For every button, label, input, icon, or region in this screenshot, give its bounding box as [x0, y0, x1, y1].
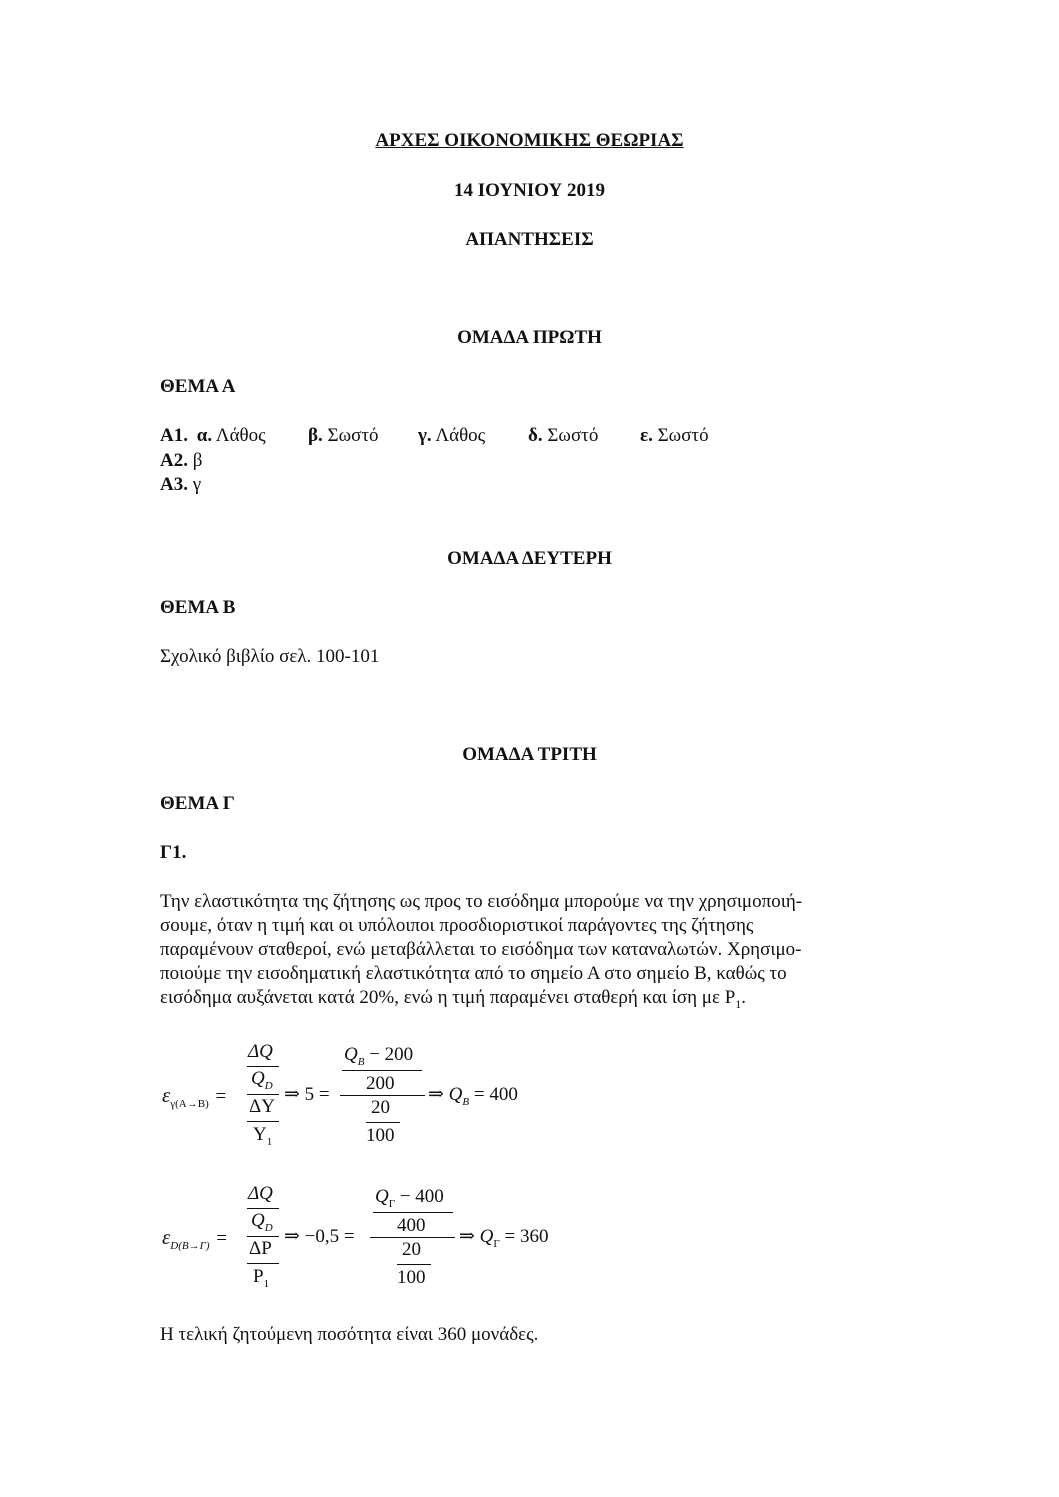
group-two-heading: ΟΜΑΔΑ ΔΕΥΤΕΡΗ — [447, 548, 612, 569]
formula2-result: ⇒ $Q_\Gamma = 360$ — [459, 1226, 549, 1250]
answer-a2-row — [160, 450, 202, 472]
theme-c-heading: ΘΕΜΑ Γ — [160, 793, 235, 814]
exam-date: 14 ΙΟΥΝΙΟΥ 2019 — [453, 180, 606, 201]
theme-b-answer: Σχολικό βιβλίο σελ. 100-101 — [160, 646, 380, 667]
a1-item-c: γ. Λάθος — [418, 425, 486, 446]
formula2-right-small-bar-2 — [397, 1264, 431, 1265]
a1-item-b: β. Σωστό — [308, 425, 379, 446]
formula1-delta-y: ΔY — [249, 1096, 275, 1117]
formula1-lhs: $\varepsilon_{\gamma(A\to B)}$ = — [162, 1083, 227, 1110]
a1-item-d: δ. Σωστό — [528, 425, 599, 446]
a1-item-e: ε. Σωστό — [640, 425, 709, 446]
g1-paragraph — [160, 890, 900, 1016]
formula2-small-bar — [247, 1208, 279, 1209]
formula1-small-bar — [247, 1066, 279, 1067]
document-subtitle: ΑΠΑΝΤΗΣΕΙΣ — [465, 229, 594, 250]
formula2-eq: ⇒ −0,5 = — [284, 1226, 355, 1247]
formula2-right-main-bar — [370, 1237, 455, 1238]
formula2-400: 400 — [397, 1215, 426, 1236]
a2-answer: β — [192, 450, 203, 471]
answer-a3-row — [160, 474, 201, 496]
formula2-small-bar-2 — [247, 1263, 279, 1264]
theme-b-heading: ΘΕΜΑ Β — [160, 597, 236, 618]
paragraph-line-last: εισόδημα αυξάνεται κατά 20%, ενώ η τιμή παραμένει σταθερή και ίση με $P_1$. — [160, 987, 747, 1011]
a2-label: Α2. — [160, 450, 188, 471]
paragraph-line: παραμένουν σταθεροί, ενώ μεταβάλλεται το εισόδημα των καταναλωτών. Χρησιμο- — [160, 939, 802, 960]
formula1-main-bar — [247, 1094, 279, 1095]
formula2-qd: $Q_D$ — [251, 1210, 273, 1234]
formula2-delta-q: ΔQ — [248, 1183, 273, 1204]
paragraph-line: σουμε, όταν η τιμή και οι υπόλοιποι προσδιοριστικοί παράγοντες της ζήτησης — [160, 915, 754, 936]
formula2-100: 100 — [397, 1267, 426, 1288]
formula1-delta-q: ΔQ — [248, 1041, 273, 1062]
theme-a-heading: ΘΕΜΑ Α — [160, 376, 236, 397]
formula1-small-bar-2 — [247, 1121, 279, 1122]
formula2-delta-p: ΔP — [249, 1238, 272, 1259]
formula1-200: 200 — [366, 1073, 395, 1094]
paragraph-line: ποιούμε την εισοδηματική ελαστικότητα από το σημείο Α στο σημείο Β, καθώς το — [160, 963, 787, 984]
a1-item-a: α. Λάθος — [196, 425, 266, 446]
formula1-100: 100 — [366, 1125, 395, 1146]
formula1-eq: ⇒ 5 = — [284, 1084, 330, 1105]
formula2-20: 20 — [402, 1239, 421, 1260]
formula1-qb-minus: $Q_B - 200$ — [344, 1044, 414, 1068]
document-title: ΑΡΧΕΣ ΟΙΚΟΝΟΜΙΚΗΣ ΘΕΩΡΙΑΣ — [375, 130, 684, 151]
a3-label: Α3. — [160, 474, 188, 495]
formula1-right-small-bar — [342, 1070, 422, 1071]
formula1-right-small-bar-2 — [366, 1122, 400, 1123]
formula2-right-small-bar — [373, 1212, 453, 1213]
formula1-result: ⇒ $Q_B = 400$ — [428, 1084, 518, 1108]
formula1-20: 20 — [371, 1097, 390, 1118]
conclusion-text: Η τελική ζητούμενη ποσότητα είναι 360 μονάδες. — [160, 1324, 539, 1345]
group-one-heading: ΟΜΑΔΑ ΠΡΩΤΗ — [457, 327, 602, 348]
paragraph-line: Την ελαστικότητα της ζήτησης ως προς το εισόδημα μπορούμε να την χρησιμοποιή- — [160, 891, 803, 912]
formula2-main-bar — [247, 1236, 279, 1237]
formula2-lhs: $\varepsilon_{D(B\to\Gamma)}$ = — [162, 1225, 227, 1252]
formula1-qd: $Q_D$ — [251, 1068, 273, 1092]
g1-label: Γ1. — [160, 842, 187, 863]
formula1-y1: $Y_1$ — [253, 1124, 273, 1148]
group-three-heading: ΟΜΑΔΑ ΤΡΙΤΗ — [462, 744, 597, 765]
a3-answer: γ — [192, 474, 202, 495]
answer-a1-row — [160, 425, 709, 447]
formula2-p1: $P_1$ — [253, 1266, 270, 1290]
formula1-right-main-bar — [340, 1095, 425, 1096]
formula2-qg-minus: $Q_\Gamma - 400$ — [375, 1186, 444, 1210]
a1-label: Α1. — [160, 425, 188, 446]
